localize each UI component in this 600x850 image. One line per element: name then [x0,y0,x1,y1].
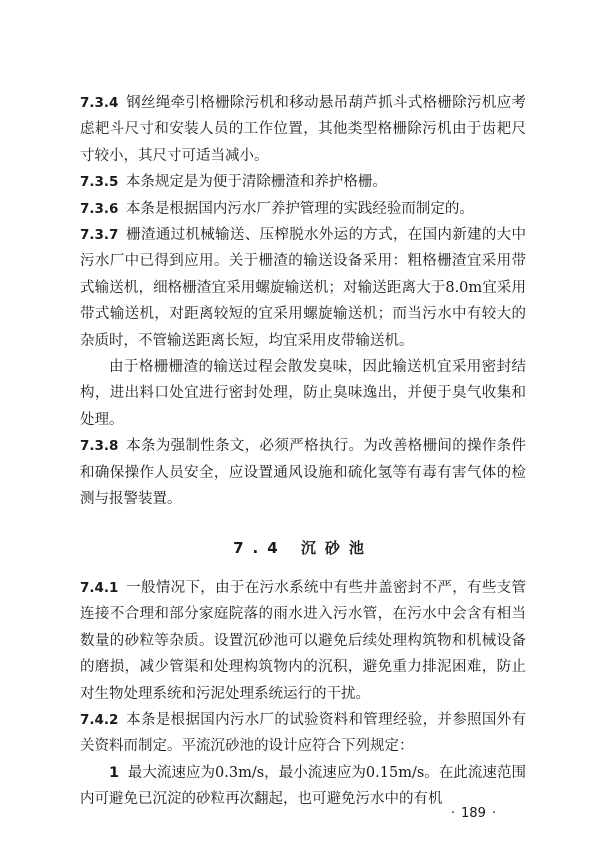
clause-text: 本条规定是为便于清除栅渣和养护格栅。 [125,174,387,191]
clause-number: 7.3.7 [80,227,119,244]
list-item-text: 最大流速应为0.3m/s，最小流速应为0.15m/s。在此流速范围内可避免已沉淀的砂粒再次翻起，也可避免污水中的有机 [80,764,526,808]
clause-text: 本条是根据国内污水厂的试验资料和管理经验，并参照国外有关资料而制定。平流沉砂池的设计应符合下列规定： [80,711,526,755]
page-number-dot-right: · [491,806,496,821]
clause-number: 7.3.8 [80,438,119,455]
clause-number: 7.3.6 [80,200,119,217]
clause-text: 本条为强制性条文，必须严格执行。为改善格栅间的操作条件和确保操作人员安全，应设置通风设施和硫化氢等有毒有害气体的检测与报警装置。 [80,438,526,508]
clause-7-4-1 [80,575,526,707]
clause-7-3-6 [80,196,526,222]
page-number-dot-left: · [450,806,456,821]
page-number-value: 189 [461,806,486,821]
page-number [445,806,502,821]
clause-7-4-2 [80,707,526,760]
clause-7-3-4 [80,90,526,169]
list-item-number: 1 [109,764,120,781]
clause-number: 7.4.1 [80,579,119,596]
clause-text: 钢丝绳牵引格栅除污机和移动悬吊葫芦抓斗式格栅除污机应考虑耙斗尺寸和安装人员的工作位置，其他类型格栅除污机由于齿耙尺寸较小，其尺寸可适当减小。 [80,95,526,164]
section-heading: 7.4 沉砂池 [233,538,373,557]
clause-7-3-5 [80,169,526,195]
paragraph-7-3-7-continued: 由于格栅栅渣的输送过程会散发臭味，因此输送机宜采用密封结构，进出料口处宜进行密封处理，防止臭味逸出，并便于臭气收集和处理。 [80,359,526,428]
clause-number: 7.3.5 [80,174,119,191]
clause-text: 本条是根据国内污水厂养护管理的实践经验而制定的。 [125,200,474,217]
clause-text: 栅渣通过机械输送、压榨脱水外运的方式，在国内新建的大中污水厂中已得到应用。关于栅渣的输送设备采用：粗格栅渣宜采用带式输送机，细格栅渣宜采用螺旋输送机；对输送距离大于8.0m宜采用带式输送机，对距离较短的宜采用螺旋输送机；而当污水中有较大的杂质时，不管输送距离长短，均宜采用皮带输送机。 [80,227,526,349]
clause-7-3-8 [80,433,526,512]
clause-number: 7.4.2 [80,711,119,728]
page-body [80,90,526,813]
clause-number: 7.3.4 [80,95,119,111]
list-item-1 [80,760,526,813]
clause-text: 一般情况下，由于在污水系统中有些井盖密封不严，有些支管连接不合理和部分家庭院落的雨水进入污水管，在污水中会含有相当数量的砂粒等杂质。设置沉砂池可以避免后续处理构筑物和机械设备的磨损，减少管渠和处理构筑物内的沉积，避免重力排泥困难，防止对生物处理系统和污泥处理系统运行的干扰。 [80,579,526,702]
clause-7-3-7 [80,222,526,354]
